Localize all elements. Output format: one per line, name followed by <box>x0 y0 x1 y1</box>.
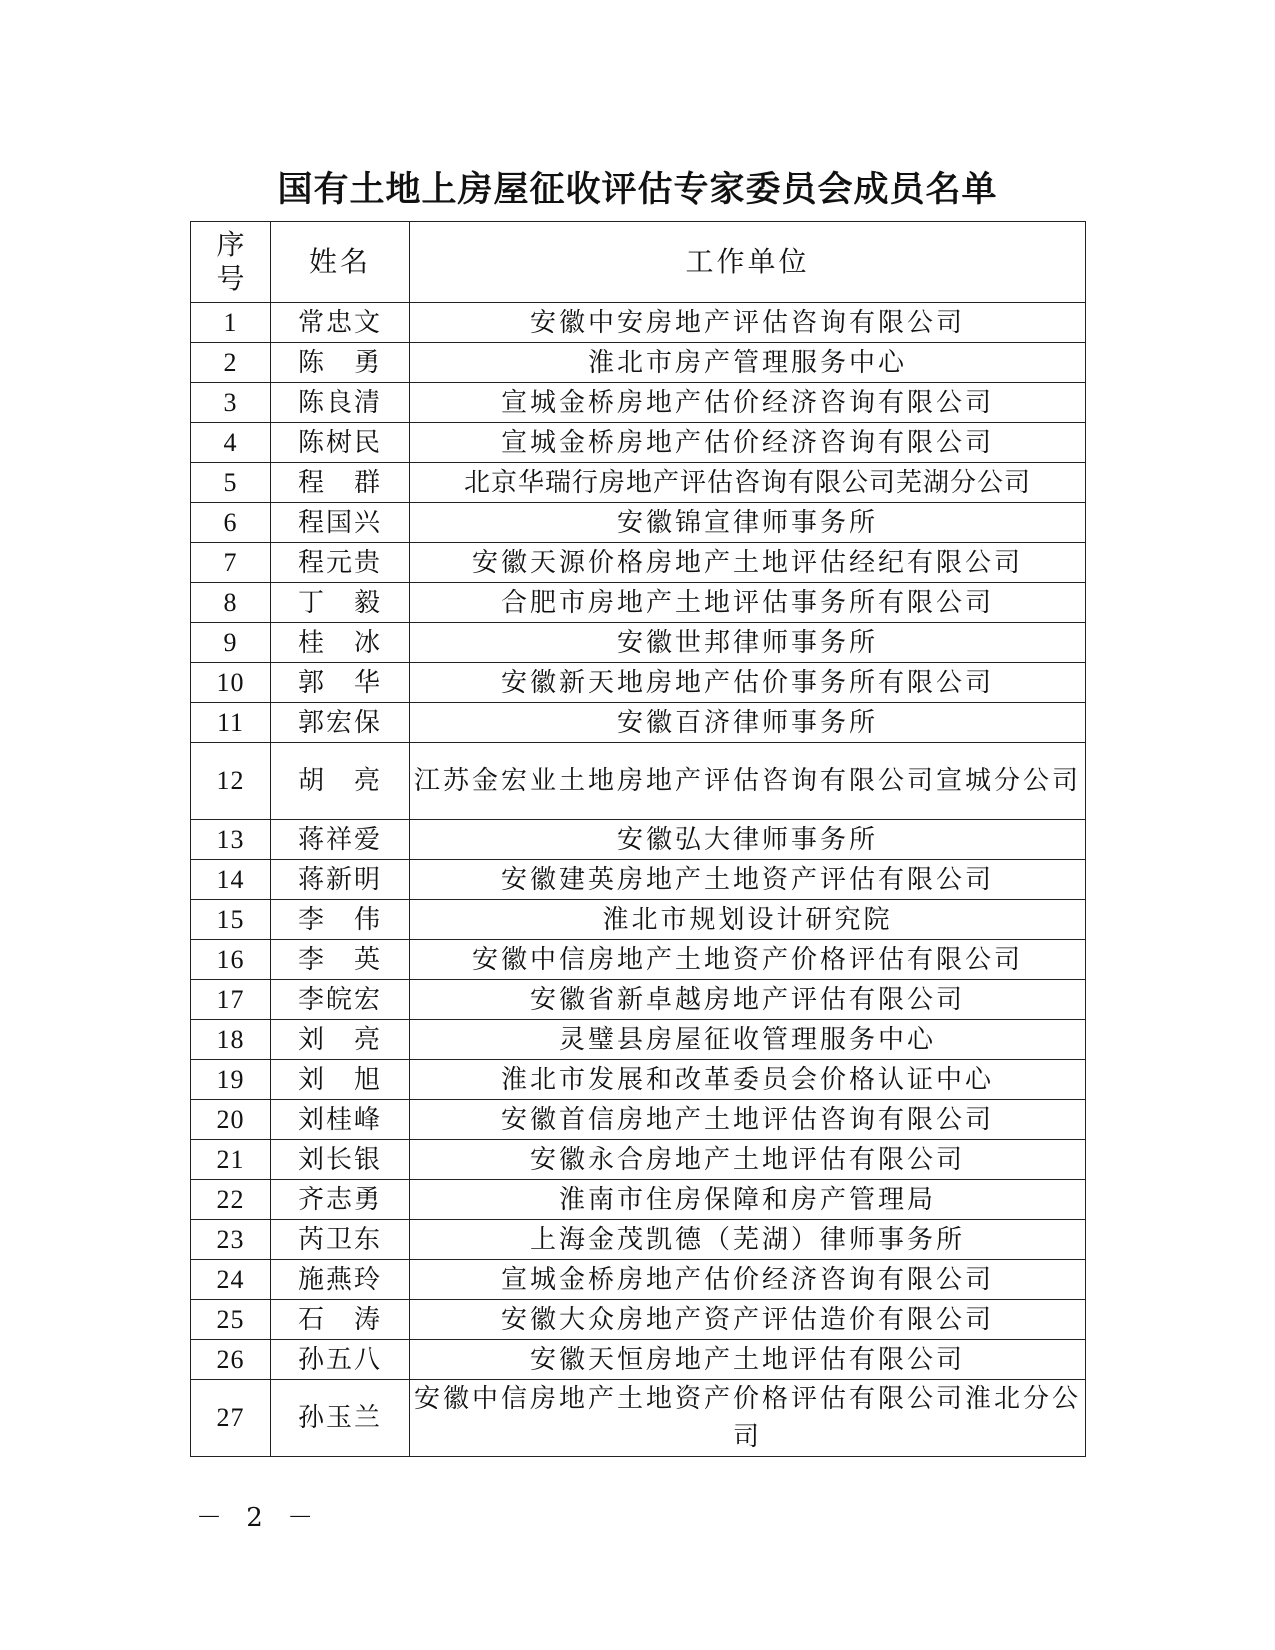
member-name: 胡 亮 <box>271 743 410 820</box>
table-row <box>191 1260 1086 1300</box>
member-unit: 安徽建英房地产土地资产评估有限公司 <box>410 860 1086 900</box>
member-name: 蒋新明 <box>271 860 410 900</box>
table-row <box>191 703 1086 743</box>
table-row <box>191 1100 1086 1140</box>
member-unit: 安徽天源价格房地产土地评估经纪有限公司 <box>410 543 1086 583</box>
member-name: 陈树民 <box>271 423 410 463</box>
table-row <box>191 980 1086 1020</box>
member-unit: 宣城金桥房地产估价经济咨询有限公司 <box>410 383 1086 423</box>
member-name: 李 英 <box>271 940 410 980</box>
row-number: 8 <box>191 583 271 623</box>
member-unit: 安徽首信房地产土地评估咨询有限公司 <box>410 1100 1086 1140</box>
row-number: 4 <box>191 423 271 463</box>
member-name: 程 群 <box>271 463 410 503</box>
member-unit: 安徽世邦律师事务所 <box>410 623 1086 663</box>
page-title: 国有土地上房屋征收评估专家委员会成员名单 <box>277 169 998 210</box>
table-row <box>191 860 1086 900</box>
row-number: 1 <box>191 303 271 343</box>
header-name-label: 姓名 <box>308 245 371 278</box>
member-unit: 北京华瑞行房地产评估咨询有限公司芜湖分公司 <box>410 463 1086 503</box>
header-name <box>271 222 410 303</box>
member-name: 常忠文 <box>271 303 410 343</box>
member-name: 蒋祥爱 <box>271 820 410 860</box>
table-row <box>191 1300 1086 1340</box>
member-name: 桂 冰 <box>271 623 410 663</box>
table-row <box>191 820 1086 860</box>
table-row <box>191 623 1086 663</box>
row-number: 23 <box>191 1220 271 1260</box>
member-name: 丁 毅 <box>271 583 410 623</box>
table-row <box>191 743 1086 820</box>
member-unit: 安徽弘大律师事务所 <box>410 820 1086 860</box>
row-number: 15 <box>191 900 271 940</box>
header-unit-label: 工作单位 <box>685 245 810 278</box>
row-number: 10 <box>191 663 271 703</box>
table-row <box>191 900 1086 940</box>
page-number: － 2 － <box>196 1503 322 1533</box>
member-name: 孙五八 <box>271 1340 410 1380</box>
member-unit: 淮北市房产管理服务中心 <box>410 343 1086 383</box>
table-row <box>191 940 1086 980</box>
row-number: 22 <box>191 1180 271 1220</box>
row-number: 25 <box>191 1300 271 1340</box>
table-row <box>191 503 1086 543</box>
member-name: 陈 勇 <box>271 343 410 383</box>
table-row <box>191 1340 1086 1380</box>
member-name: 郭 华 <box>271 663 410 703</box>
member-name: 李 伟 <box>271 900 410 940</box>
table-header-row <box>191 222 1086 303</box>
member-unit: 灵璧县房屋征收管理服务中心 <box>410 1020 1086 1060</box>
member-name: 程国兴 <box>271 503 410 543</box>
header-no-label: 序号 <box>216 227 245 295</box>
table-row <box>191 303 1086 343</box>
table-row <box>191 463 1086 503</box>
member-unit: 安徽天恒房地产土地评估有限公司 <box>410 1340 1086 1380</box>
table-row <box>191 1220 1086 1260</box>
member-name: 陈良清 <box>271 383 410 423</box>
member-unit: 安徽永合房地产土地评估有限公司 <box>410 1140 1086 1180</box>
row-number: 13 <box>191 820 271 860</box>
member-name: 施燕玲 <box>271 1260 410 1300</box>
member-unit: 淮北市规划设计研究院 <box>410 900 1086 940</box>
row-number: 17 <box>191 980 271 1020</box>
table-row <box>191 343 1086 383</box>
member-unit: 宣城金桥房地产估价经济咨询有限公司 <box>410 1260 1086 1300</box>
member-unit: 安徽锦宣律师事务所 <box>410 503 1086 543</box>
row-number: 9 <box>191 623 271 663</box>
row-number: 16 <box>191 940 271 980</box>
row-number: 5 <box>191 463 271 503</box>
table-row <box>191 423 1086 463</box>
member-name: 刘长银 <box>271 1140 410 1180</box>
member-unit: 宣城金桥房地产估价经济咨询有限公司 <box>410 423 1086 463</box>
member-name: 李皖宏 <box>271 980 410 1020</box>
member-name: 刘 旭 <box>271 1060 410 1100</box>
member-unit: 安徽中信房地产土地资产价格评估有限公司淮北分公司 <box>410 1380 1086 1457</box>
member-unit: 安徽中安房地产评估咨询有限公司 <box>410 303 1086 343</box>
member-unit: 安徽新天地房地产估价事务所有限公司 <box>410 663 1086 703</box>
member-unit: 江苏金宏业土地房地产评估咨询有限公司宣城分公司 <box>410 743 1086 820</box>
member-name: 孙玉兰 <box>271 1380 410 1457</box>
table-row <box>191 583 1086 623</box>
member-name: 石 涛 <box>271 1300 410 1340</box>
row-number: 21 <box>191 1140 271 1180</box>
table-row <box>191 383 1086 423</box>
row-number: 14 <box>191 860 271 900</box>
member-name: 刘 亮 <box>271 1020 410 1060</box>
row-number: 6 <box>191 503 271 543</box>
member-unit: 上海金茂凯德（芜湖）律师事务所 <box>410 1220 1086 1260</box>
member-unit: 淮北市发展和改革委员会价格认证中心 <box>410 1060 1086 1100</box>
row-number: 26 <box>191 1340 271 1380</box>
table-row <box>191 1380 1086 1457</box>
member-unit: 合肥市房地产土地评估事务所有限公司 <box>410 583 1086 623</box>
row-number: 19 <box>191 1060 271 1100</box>
member-name: 程元贵 <box>271 543 410 583</box>
row-number: 3 <box>191 383 271 423</box>
table-row <box>191 1020 1086 1060</box>
member-table <box>190 221 1086 1457</box>
member-unit: 安徽中信房地产土地资产价格评估有限公司 <box>410 940 1086 980</box>
row-number: 12 <box>191 743 271 820</box>
table-row <box>191 1060 1086 1100</box>
table-row <box>191 1140 1086 1180</box>
row-number: 20 <box>191 1100 271 1140</box>
header-unit <box>410 222 1086 303</box>
member-name: 芮卫东 <box>271 1220 410 1260</box>
row-number: 11 <box>191 703 271 743</box>
row-number: 7 <box>191 543 271 583</box>
row-number: 27 <box>191 1380 271 1457</box>
member-name: 刘桂峰 <box>271 1100 410 1140</box>
table-row <box>191 663 1086 703</box>
table-row <box>191 1180 1086 1220</box>
row-number: 2 <box>191 343 271 383</box>
member-name: 齐志勇 <box>271 1180 410 1220</box>
member-unit: 安徽百济律师事务所 <box>410 703 1086 743</box>
table-row <box>191 543 1086 583</box>
member-name: 郭宏保 <box>271 703 410 743</box>
row-number: 24 <box>191 1260 271 1300</box>
member-unit: 安徽省新卓越房地产评估有限公司 <box>410 980 1086 1020</box>
header-no <box>191 222 271 303</box>
member-unit: 淮南市住房保障和房产管理局 <box>410 1180 1086 1220</box>
row-number: 18 <box>191 1020 271 1060</box>
member-unit: 安徽大众房地产资产评估造价有限公司 <box>410 1300 1086 1340</box>
